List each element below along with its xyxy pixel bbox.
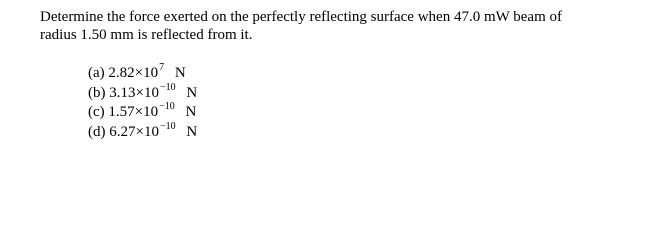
option-exponent: −10	[159, 81, 176, 93]
option-unit: N	[174, 65, 186, 81]
option-label: (b)	[88, 84, 106, 101]
question-text	[40, 8, 640, 44]
question-line-1: Determine the force exerted on the perfectly reflecting surface when 47.0 mW beam of	[40, 9, 562, 25]
answer-options	[88, 64, 197, 142]
option-c	[88, 103, 197, 123]
option-unit: N	[186, 123, 198, 140]
option-mantissa: 2.82×10	[108, 65, 159, 81]
option-label: (d)	[88, 123, 106, 140]
option-mantissa: 3.13×10	[109, 84, 159, 101]
option-a	[88, 64, 197, 84]
option-label: (c)	[88, 104, 105, 120]
option-exponent: −10	[159, 120, 176, 132]
option-b	[88, 81, 198, 104]
option-d	[88, 120, 198, 143]
question-line-2: radius 1.50 mm is reflected from it.	[40, 27, 253, 43]
option-mantissa: 6.27×10	[109, 123, 159, 140]
option-label: (a)	[88, 65, 105, 81]
option-mantissa: 1.57×10	[108, 104, 159, 120]
option-unit: N	[186, 84, 198, 101]
option-exponent: 7	[159, 62, 165, 73]
option-exponent: −10	[159, 101, 175, 112]
option-unit: N	[185, 104, 197, 120]
